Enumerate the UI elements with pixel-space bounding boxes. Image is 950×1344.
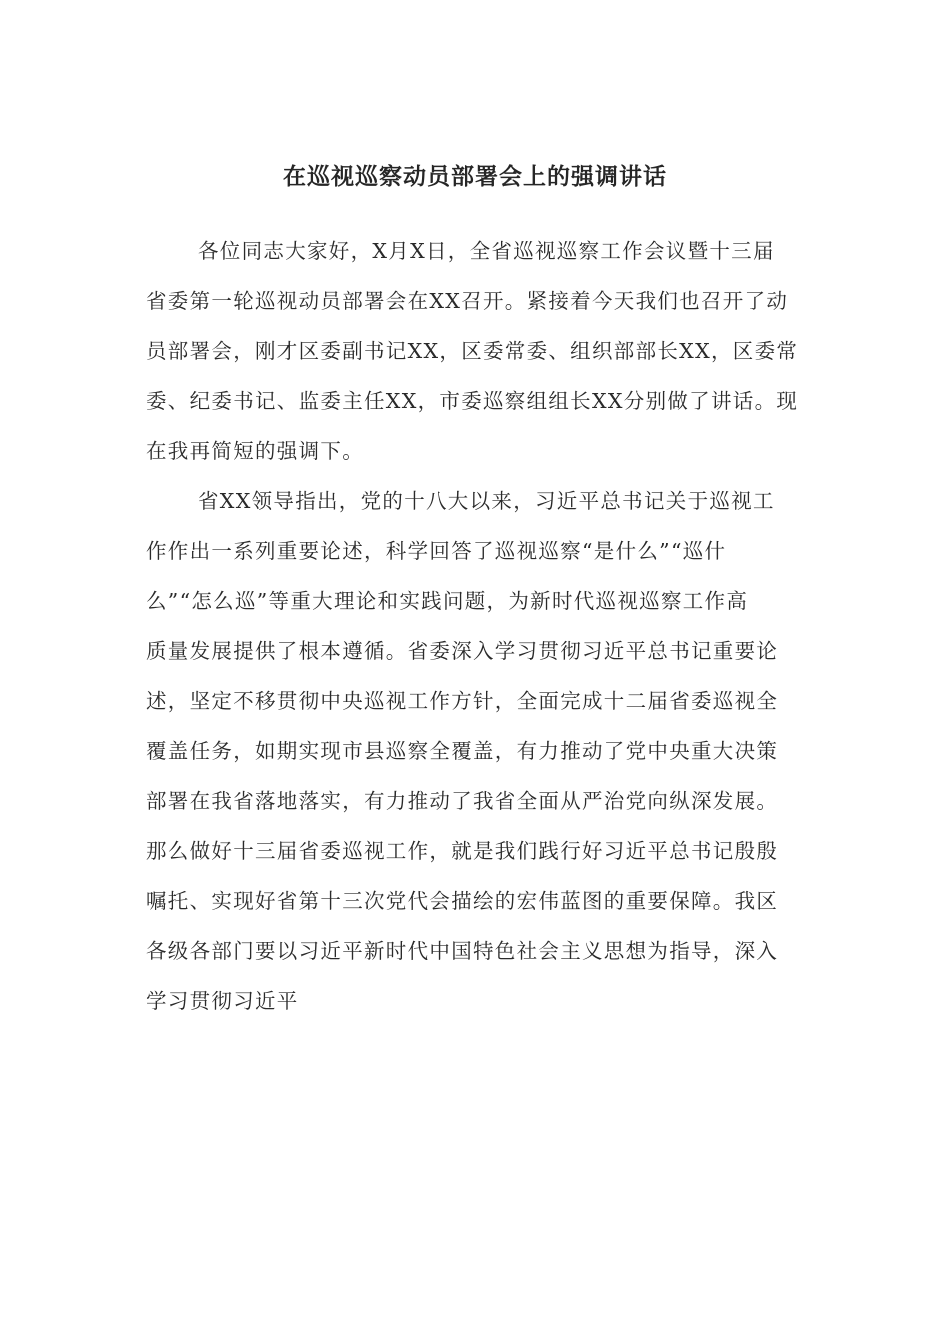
paragraph-2-line-10: 各级各部门要以习近平新时代中国特色社会主义思想为指导，深入 [146,939,779,963]
paragraph-2-line-2: 作作出一系列重要论述，科学回答了巡视巡察“是什么”“巡什 [146,539,727,563]
paragraph-2-line-3: 么”“怎么巡”等重大理论和实践问题，为新时代巡视巡察工作高 [146,589,749,613]
paragraph-2-line-4: 质量发展提供了根本遵循。省委深入学习贯彻习近平总书记重要论 [146,639,779,663]
paragraph-2-line-7: 部署在我省落地落实，有力推动了我省全面从严治党向纵深发展。 [146,789,779,813]
paragraph-2-line-1: 省XX领导指出，党的十八大以来，习近平总书记关于巡视工 [198,489,775,513]
paragraph-2-line-11: 学习贯彻习近平 [146,989,299,1013]
paragraph-2-line-5: 述，坚定不移贯彻中央巡视工作方针，全面完成十二届省委巡视全 [146,689,779,713]
paragraph-2-line-8: 那么做好十三届省委巡视工作，就是我们践行好习近平总书记殷殷 [146,839,779,863]
paragraph-1-line-5: 在我再简短的强调下。 [146,439,364,463]
paragraph-1-line-3: 员部署会，刚才区委副书记XX，区委常委、组织部部长XX，区委常 [146,339,799,363]
paragraph-1-line-2: 省委第一轮巡视动员部署会在XX召开。紧接着今天我们也召开了动 [146,289,789,313]
paragraph-2-line-6: 覆盖任务，如期实现市县巡察全覆盖，有力推动了党中央重大决策 [146,739,779,763]
paragraph-1-line-1: 各位同志大家好，X月X日，全省巡视巡察工作会议暨十三届 [198,239,775,263]
document-title: 在巡视巡察动员部署会上的强调讲话 [283,163,667,190]
paragraph-1-line-4: 委、纪委书记、监委主任XX，市委巡察组组长XX分别做了讲话。现 [146,389,799,413]
paragraph-2-line-9: 嘱托、实现好省第十三次党代会描绘的宏伟蓝图的重要保障。我区 [146,889,779,913]
